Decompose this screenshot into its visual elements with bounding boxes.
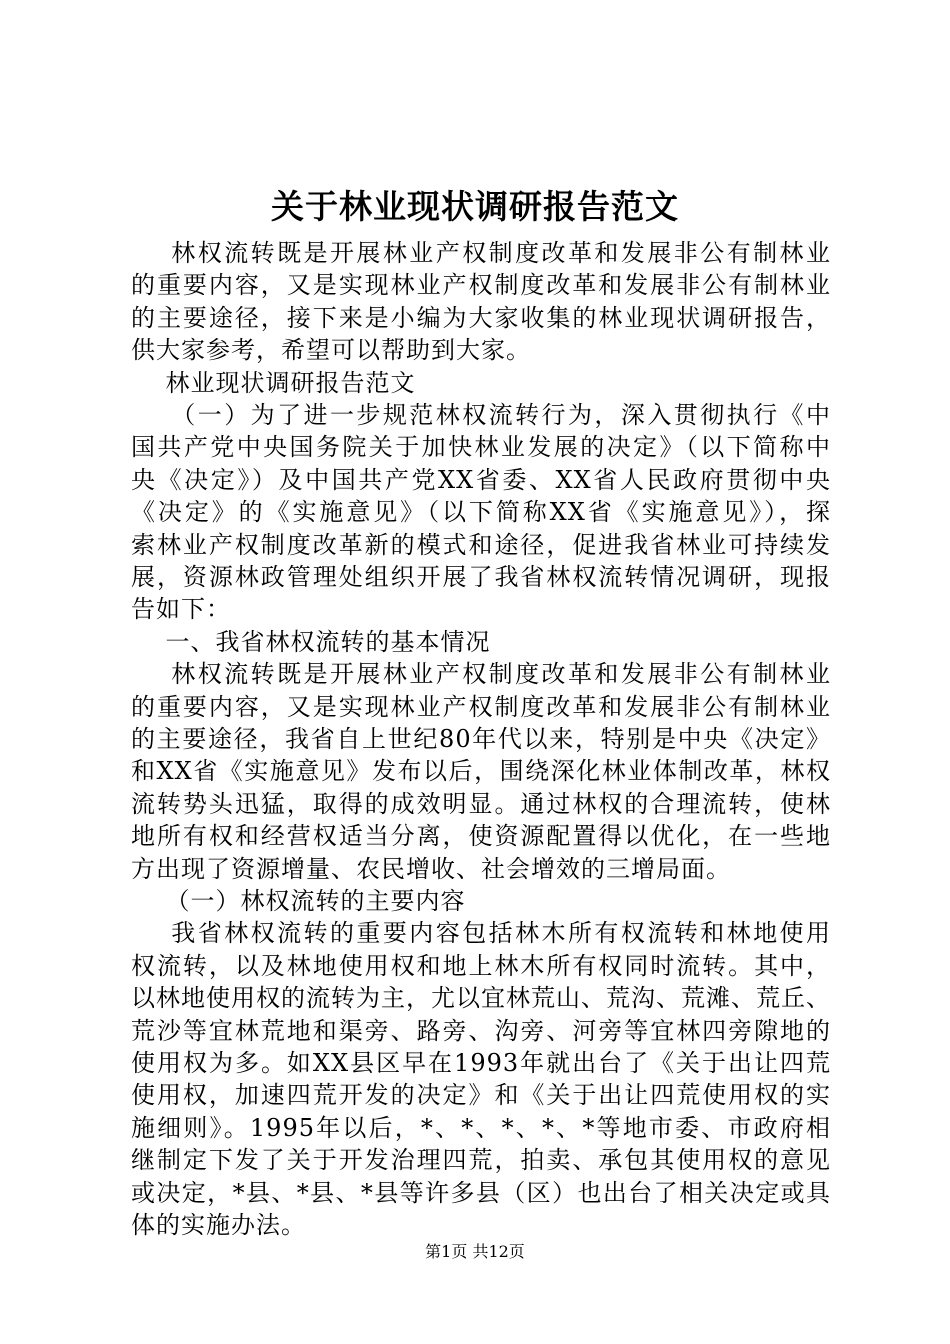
body-text-line: 使用权为多。如XX县区早在1993年就出台了《关于出让四荒: [131, 1049, 831, 1077]
body-text-line: 的重要内容，又是实现林业产权制度改革和发展非公有制林业: [131, 692, 831, 721]
body-text-line: 流转势头迅猛，取得的成效明显。通过林权的合理流转，使林: [131, 789, 831, 818]
body-text-line: 的重要内容，又是实现林业产权制度改革和发展非公有制林业: [131, 271, 831, 300]
body-text-line: 的主要途径，我省自上世纪80年代以来，特别是中央《决定》: [131, 725, 831, 753]
body-text-line: 继制定下发了关于开发治理四荒，拍卖、承包其使用权的意见: [131, 1146, 831, 1175]
body-text-line: 荒沙等宜林荒地和渠旁、路旁、沟旁、河旁等宜林四旁隙地的: [131, 1016, 831, 1045]
body-text-line: 林业现状调研报告范文: [131, 368, 416, 397]
body-text-line: 我省林权流转的重要内容包括林木所有权流转和林地使用: [131, 919, 831, 948]
body-text-line: 使用权，加速四荒开发的决定》和《关于出让四荒使用权的实: [131, 1081, 831, 1110]
body-text-line: 展，资源林政管理处组织开展了我省林权流转情况调研，现报: [131, 563, 831, 591]
body-text-line: 国共产党中央国务院关于加快林业发展的决定》（以下简称中: [131, 433, 831, 462]
body-text-line: （一）为了进一步规范林权流转行为，深入贯彻执行《中: [131, 401, 831, 429]
body-text-line: 施细则》。1995年以后，*、*、*、*、*等地市委、市政府相: [131, 1113, 831, 1142]
body-text-line: 权流转，以及林地使用权和地上林木所有权同时流转。其中，: [131, 951, 831, 980]
document-title: 关于林业现状调研报告范文: [271, 187, 679, 226]
body-text-line: 或决定，*县、*县、*县等许多县（区）也出台了相关决定或具: [131, 1178, 831, 1207]
page-footer: 第1页 共12页: [425, 1242, 525, 1261]
body-text-line: （一）林权流转的主要内容: [131, 887, 466, 915]
body-text-line: 告如下：: [131, 595, 231, 624]
body-text-line: 体的实施办法。: [131, 1211, 306, 1239]
body-text-line: 《决定》的《实施意见》（以下简称XX省《实施意见》），探: [131, 498, 831, 527]
body-text-line: 的主要途径，接下来是小编为大家收集的林业现状调研报告，: [131, 303, 831, 332]
body-text-line: 央《决定》）及中国共产党XX省委、XX省人民政府贯彻中央: [131, 465, 831, 494]
body-text-line: 以林地使用权的流转为主，尤以宜林荒山、荒沟、荒滩、荒丘、: [131, 984, 831, 1013]
body-text-line: 地所有权和经营权适当分离，使资源配置得以优化，在一些地: [131, 822, 831, 851]
body-text-line: 方出现了资源增量、农民增收、社会增效的三增局面。: [131, 854, 731, 883]
body-text-line: 索林业产权制度改革新的模式和途径，促进我省林业可持续发: [131, 530, 831, 559]
body-text-line: 林权流转既是开展林业产权制度改革和发展非公有制林业: [131, 239, 831, 267]
body-text-line: 供大家参考，希望可以帮助到大家。: [131, 336, 531, 365]
body-text-line: 一、我省林权流转的基本情况: [131, 627, 491, 656]
body-text-line: 和XX省《实施意见》发布以后，围绕深化林业体制改革，林权: [131, 757, 831, 786]
body-text-line: 林权流转既是开展林业产权制度改革和发展非公有制林业: [131, 660, 831, 689]
